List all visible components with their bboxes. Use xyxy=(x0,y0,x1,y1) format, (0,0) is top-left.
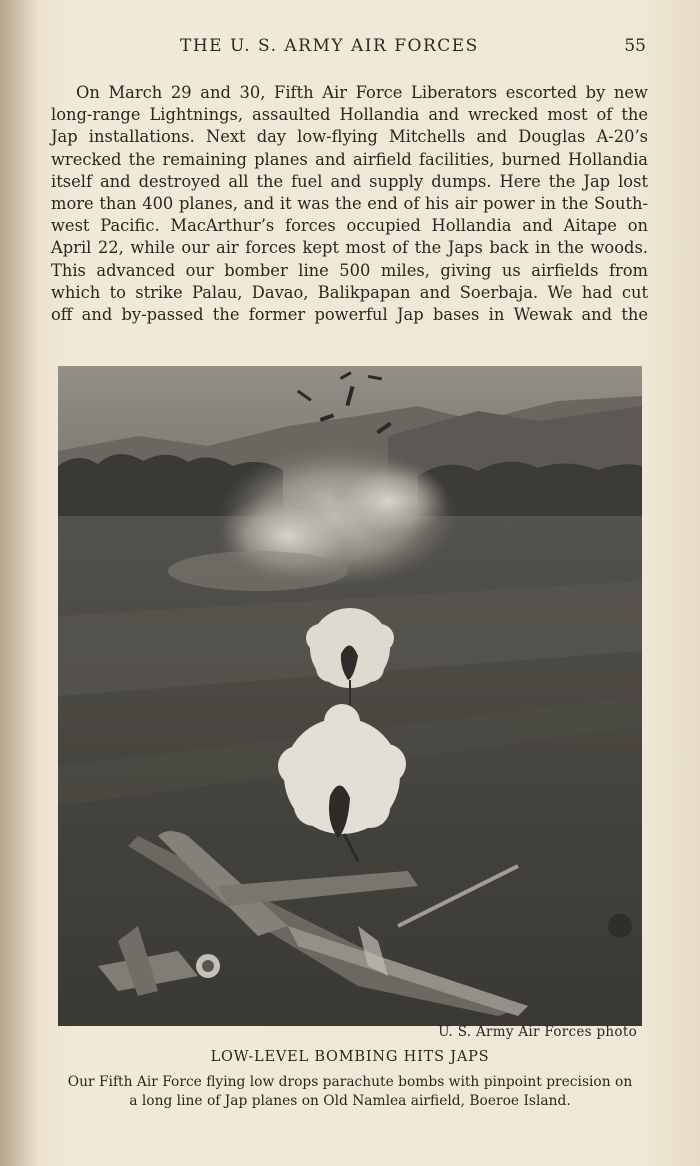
body-line: off and by-passed the former powerful Jap bases in Wewak and the xyxy=(51,305,648,325)
body-line: On March 29 and 30, Fifth Air Force Liberators escorted by new xyxy=(76,83,648,102)
caption-line: a long line of Jap planes on Old Namlea airfield, Boeroe Island. xyxy=(129,1093,571,1109)
body-line: more than 400 planes, and it was the end of his air power in the South- xyxy=(51,194,648,214)
photo-illustration xyxy=(58,366,642,1026)
body-line: long-range Lightnings, assaulted Hollandia and wrecked most of the xyxy=(51,105,648,125)
caption-text xyxy=(40,1073,660,1111)
page-number: 55 xyxy=(624,36,646,56)
body-paragraph xyxy=(51,82,648,326)
body-line: wrecked the remaining planes and airfield facilities, burned Hollandia xyxy=(51,149,648,169)
caption-line: Our Fifth Air Force flying low drops parachute bombs with pinpoint precision on xyxy=(67,1074,633,1090)
body-line: itself and destroyed all the fuel and supply dumps. Here the Jap lost xyxy=(51,171,648,191)
binding-gutter-shadow xyxy=(0,0,38,1166)
running-head xyxy=(0,36,700,62)
photo-credit: U. S. Army Air Forces photo xyxy=(438,1024,637,1040)
airfield-bombing-photo xyxy=(58,366,642,1026)
body-line: This advanced our bomber line 500 miles, giving us airfields from xyxy=(51,260,648,280)
body-line: west Pacific. MacArthur’s forces occupied Hollandia and Aitape on xyxy=(51,216,648,236)
body-line: Jap installations. Next day low-flying Mitchells and Douglas A-20’s xyxy=(51,127,648,147)
body-line: April 22, while our air forces kept most of the Japs back in the woods. xyxy=(51,238,648,258)
body-line: which to strike Palau, Davao, Balikpapan and Soerbaja. We had cut xyxy=(51,282,648,302)
running-title: THE U. S. ARMY AIR FORCES xyxy=(180,36,479,56)
caption-title: LOW-LEVEL BOMBING HITS JAPS xyxy=(210,1049,490,1065)
